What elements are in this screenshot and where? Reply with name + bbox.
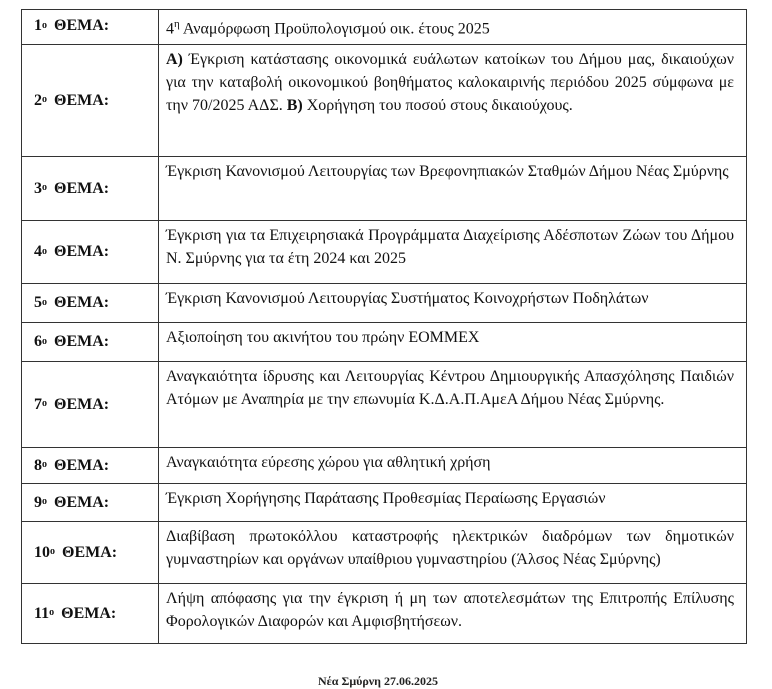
description-text: Έγκριση για τα Επιχειρησιακά Προγράμματα Διαχείρισης Αδέσποτων Ζώων του Δήμου Ν. Σμύρνης για τα έτη 2024 και 2025 — [166, 227, 734, 268]
description-text: Αξιοποίηση του ακινήτου του πρώην ΕΟΜΜΕΧ — [166, 329, 480, 347]
topic-number-value: 8 — [34, 456, 42, 474]
topic-number-cell — [22, 362, 159, 448]
topic-number-value: 11 — [34, 604, 50, 622]
topic-description-cell — [159, 584, 747, 644]
description-text: 4 — [166, 20, 174, 38]
description-bold-marker: Β) — [286, 97, 303, 115]
topic-number-cell — [22, 157, 159, 221]
topic-number — [22, 45, 158, 156]
description-text: Έγκριση Κανονισμού Λειτουργίας Συστήματος Κοινοχρήστων Ποδηλάτων — [166, 290, 649, 308]
topic-number-suffix: ο — [42, 496, 47, 508]
description-text: Αναμόρφωση Προϋπολογισμού οικ. έτους 2025 — [179, 20, 490, 38]
description-text: Έγκριση Κανονισμού Λειτουργίας των Βρεφονηπιακών Σταθμών Δήμου Νέας Σμύρνης — [166, 163, 729, 181]
topic-description — [166, 326, 734, 349]
topic-description-cell — [159, 484, 747, 522]
topic-number-suffix: ο — [42, 182, 47, 194]
footer-date: Νέα Σμύρνη 27.06.2025 — [318, 674, 438, 688]
topic-number-suffix: ο — [42, 459, 47, 471]
agenda-row — [22, 157, 747, 221]
description-superscript: η — [174, 18, 180, 30]
topic-number-cell — [22, 484, 159, 522]
topic-number — [22, 362, 158, 447]
agenda-row — [22, 448, 747, 484]
agenda-row — [22, 484, 747, 522]
topic-label: ΘΕΜΑ: — [54, 395, 110, 413]
topic-label: ΘΕΜΑ: — [54, 179, 110, 197]
topic-number-suffix: ο — [50, 546, 55, 558]
agenda-rows — [22, 10, 747, 644]
description-text: Αναγκαιότητα εύρεσης χώρου για αθλητική χρήση — [166, 454, 491, 472]
topic-number-suffix: ο — [42, 245, 47, 257]
topic-number — [22, 284, 158, 322]
topic-description-cell — [159, 362, 747, 448]
agenda-row — [22, 284, 747, 323]
topic-description — [166, 451, 734, 474]
topic-number-suffix: ο — [42, 335, 47, 347]
description-text: Έγκριση κατάστασης οικονομικά ευάλωτων κατοίκων του Δήμου μας, δικαιούχων για την καταβολή οικονομικού βοηθήματος καλοκαιρινής περιόδου 2025 σύμφωνα με την 70/2025 ΑΔΣ. — [166, 51, 734, 115]
topic-number-suffix: ο — [42, 94, 47, 106]
topic-description — [166, 13, 734, 40]
topic-description — [166, 487, 734, 510]
topic-number-suffix: ο — [42, 19, 47, 31]
topic-description — [166, 160, 734, 183]
topic-label: ΘΕΜΑ: — [54, 294, 110, 312]
topic-number-cell — [22, 284, 159, 323]
topic-number-cell — [22, 584, 159, 644]
topic-number-cell — [22, 522, 159, 584]
topic-label: ΘΕΜΑ: — [54, 456, 110, 474]
topic-label: ΘΕΜΑ: — [54, 91, 110, 109]
topic-description-cell — [159, 448, 747, 484]
topic-number — [22, 323, 158, 361]
agenda-row — [22, 584, 747, 644]
topic-number-value: 6 — [34, 333, 42, 351]
topic-number-suffix: ο — [42, 296, 47, 308]
topic-description — [166, 48, 734, 117]
topic-number-value: 9 — [34, 493, 42, 511]
topic-number — [22, 522, 158, 583]
topic-number-value: 1 — [34, 17, 42, 34]
description-bold-marker: Α) — [166, 51, 183, 69]
topic-number-value: 2 — [34, 91, 42, 109]
agenda-table — [21, 9, 747, 644]
topic-number-cell — [22, 45, 159, 157]
topic-description-cell — [159, 10, 747, 45]
topic-description — [166, 525, 734, 571]
topic-label: ΘΕΜΑ: — [54, 493, 110, 511]
topic-number-cell — [22, 323, 159, 362]
description-text: Αναγκαιότητα ίδρυσης και Λειτουργίας Κέντρου Δημιουργικής Απασχόλησης Παιδιών Ατόμων με Αναπηρία με την επωνυμία Κ.Δ.Α.Π.ΑμεΑ Δήμου Νέας Σμύρνης. — [166, 368, 734, 409]
topic-description — [166, 287, 734, 310]
topic-description-cell — [159, 221, 747, 284]
topic-description — [166, 224, 734, 270]
topic-number-value: 7 — [34, 395, 42, 413]
topic-description-cell — [159, 45, 747, 157]
topic-label: ΘΕΜΑ: — [54, 333, 110, 351]
topic-description-cell — [159, 284, 747, 323]
topic-label: ΘΕΜΑ: — [54, 17, 110, 34]
topic-description-cell — [159, 323, 747, 362]
agenda-row — [22, 10, 747, 45]
topic-number-value: 4 — [34, 243, 42, 261]
topic-number-suffix: ο — [42, 398, 47, 410]
agenda-row — [22, 221, 747, 284]
topic-number — [22, 157, 158, 220]
topic-number — [22, 484, 158, 521]
description-text: Χορήγηση του ποσού στους δικαιούχους. — [302, 97, 573, 115]
agenda-row — [22, 362, 747, 448]
topic-number-cell — [22, 221, 159, 284]
agenda-row — [22, 522, 747, 584]
topic-number — [22, 584, 158, 643]
topic-number — [22, 448, 158, 483]
topic-number — [22, 221, 158, 283]
description-text: Έγκριση Χορήγησης Παράτασης Προθεσμίας Περαίωσης Εργασιών — [166, 490, 606, 508]
topic-label: ΘΕΜΑ: — [61, 604, 117, 622]
topic-number-suffix: ο — [49, 607, 55, 619]
description-text: Διαβίβαση πρωτοκόλλου καταστροφής ηλεκτρικών διαδρόμων των δημοτικών γυμναστηρίων και οργάνων υπαίθριου γυμναστηρίου (Άλσος Νέας Σμύρνης) — [166, 528, 734, 569]
topic-number-cell — [22, 448, 159, 484]
topic-number-value: 5 — [34, 294, 42, 312]
topic-number — [22, 10, 158, 42]
topic-description-cell — [159, 522, 747, 584]
topic-label: ΘΕΜΑ: — [54, 243, 110, 261]
topic-description-cell — [159, 157, 747, 221]
topic-number-value: 10 — [34, 543, 50, 561]
agenda-row — [22, 323, 747, 362]
topic-label: ΘΕΜΑ: — [62, 543, 118, 561]
topic-number-cell — [22, 10, 159, 45]
description-text: Λήψη απόφασης για την έγκριση ή μη των αποτελεσμάτων της Επιτροπής Επίλυσης Φορολογικών Διαφορών και Αμφισβητήσεων. — [166, 590, 734, 631]
topic-description — [166, 365, 734, 411]
topic-description — [166, 587, 734, 633]
agenda-row — [22, 45, 747, 157]
topic-number-value: 3 — [34, 179, 42, 197]
